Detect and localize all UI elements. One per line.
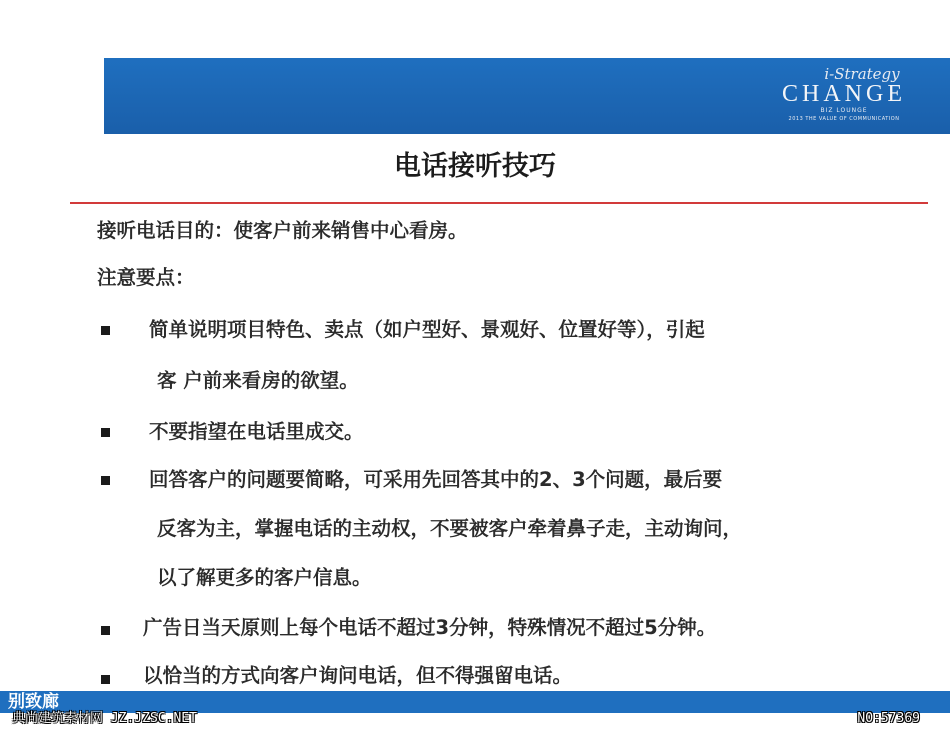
brand-slogan: 2013 THE VALUE OF COMMUNICATION <box>788 116 900 122</box>
bullet-icon <box>101 476 110 485</box>
brand-name: CHANGE <box>782 81 906 107</box>
bullet-icon <box>101 326 110 335</box>
point-2-line-1: 不要指望在电话里成交。 <box>149 420 364 443</box>
point-3-line-2: 反客为主，掌握电话的主动权，不要被客户牵着鼻子走，主动询问， <box>157 517 743 540</box>
notes-heading: 注意要点： <box>97 266 195 289</box>
brand-sub: BIZ LOUNGE <box>820 107 868 114</box>
header-banner <box>104 58 950 134</box>
point-4-line-1: 广告日当天原则上每个电话不超过3分钟，特殊情况不超过5分钟。 <box>143 616 717 639</box>
title-divider <box>70 202 928 204</box>
bullet-icon <box>101 626 110 635</box>
page-title: 电话接听技巧 <box>394 151 556 182</box>
bullet-icon <box>101 428 110 437</box>
brand-tagline: i-Strategy <box>824 65 900 83</box>
brand-logo <box>764 66 924 123</box>
point-1-line-2: 客 户前来看房的欲望。 <box>157 369 359 392</box>
bullet-icon <box>101 675 110 684</box>
point-3-line-1: 回答客户的问题要简略，可采用先回答其中的2、3个问题，最后要 <box>149 468 723 491</box>
point-3-line-3: 以了解更多的客户信息。 <box>157 566 372 589</box>
purpose-text: 接听电话目的：使客户前来销售中心看房。 <box>97 219 468 242</box>
point-5-line-1: 以恰当的方式向客户询问电话，但不得强留电话。 <box>143 664 573 687</box>
footer-logo: 别致廊 <box>8 692 59 712</box>
watermark-left: 典尚建筑素材网 JZ.JZSC.NET <box>12 711 197 726</box>
watermark-right: NO:57369 <box>857 711 920 726</box>
point-1-line-1: 简单说明项目特色、卖点（如户型好、景观好、位置好等），引起 <box>149 318 705 341</box>
